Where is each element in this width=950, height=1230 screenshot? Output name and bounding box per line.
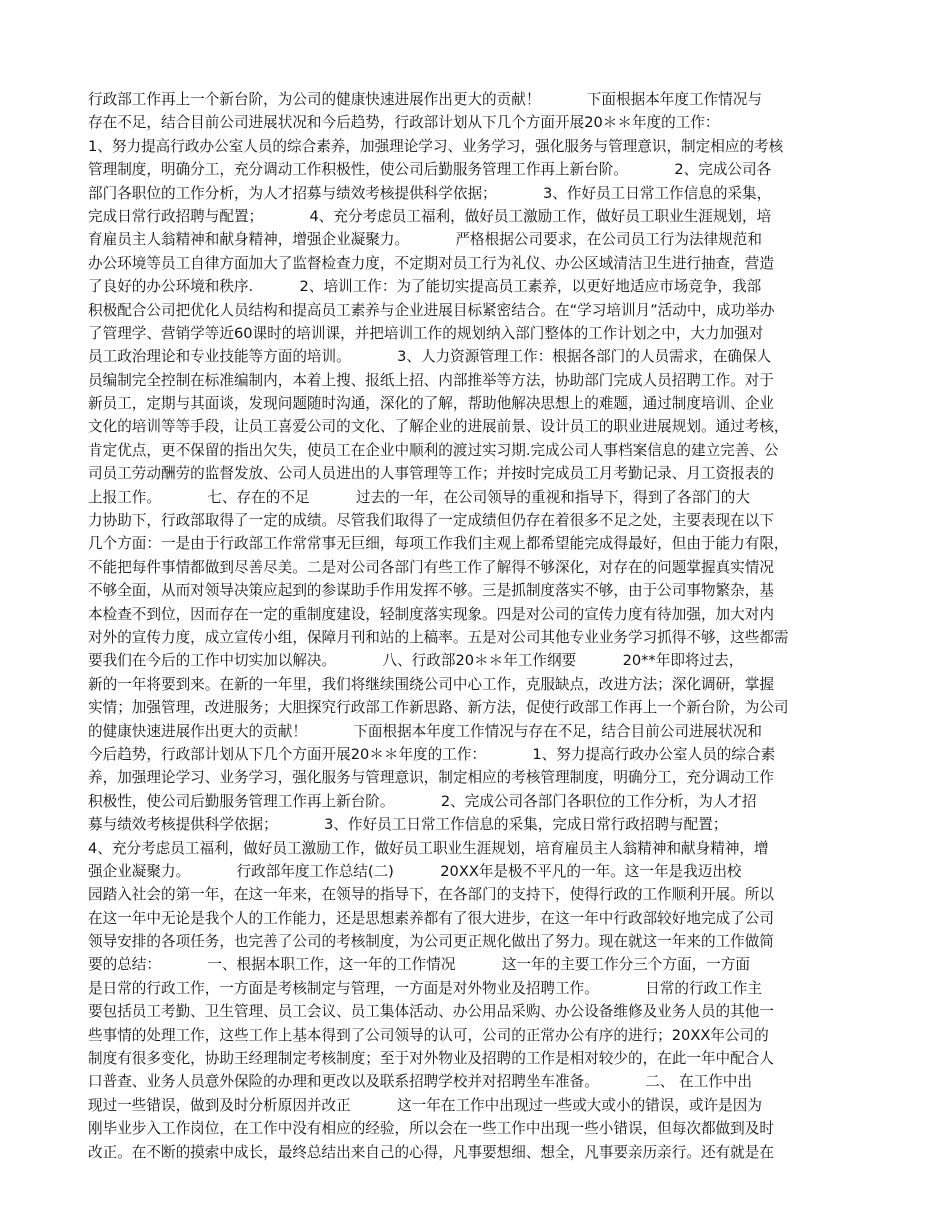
text-line: 刚毕业步入工作岗位，在工作中没有相应的经验，所以会在一些工作中出现一些小错误，但每次都做到及时 [88, 1120, 774, 1138]
text-line: 办公环境等员工自律方面加大了监督检查力度，不定期对员工行为礼仪、办公区域清洁卫生进行抽查，营造 [88, 254, 774, 272]
text-line: 文化的培训等等手段，让员工喜爱公司的文化、了解企业的进展前景、设计员工的职业进展规划。通过考核， [88, 418, 789, 436]
text-line: 员编制完全控制在标准编制内，本着上搜、报纸上招、内部推举等方法，协助部门完成人员招聘工作。对于 [88, 371, 774, 389]
text-line: 不能把每件事情都做到尽善尽美。二是对公司各部门有些工作了解得不够深化，对存在的问题掌握真实情况 [88, 558, 774, 576]
text-line: 司员工劳动酬劳的监督发放、公司人员进出的人事管理等工作；并按时完成员工月考勤记录、月工资报表的 [88, 465, 774, 483]
text-line: 育雇员主人翁精神和献身精神，增强企业凝聚力。 严格根据公司要求，在公司员工行为法律规范和 [88, 231, 762, 249]
text-line: 的健康快速进展作出更大的贡献！ 下面根据本年度工作情况与存在不足，结合目前公司进展状况和 [88, 722, 762, 740]
text-line: 完成日常行政招聘与配置； 4、充分考虑员工福利，做好员工激励工作，做好员工职业生涯规划，培 [88, 207, 772, 225]
text-line: 新的一年将要到来。在新的一年里，我们将继续围绕公司中心工作，克服缺点，改进方法；深化调研，掌握 [88, 675, 774, 693]
document-body [88, 88, 860, 1161]
text-line: 新员工，定期与其面谈，发现问题随时沟通，深化的了解，帮助他解决思想上的难题，通过制度培训、企业 [88, 395, 774, 413]
text-line: 今后趋势，行政部计划从下几个方面开展20＊＊年度的工作： 1、努力提高行政办公室人员的综合素 [88, 745, 776, 763]
text-line: 管理制度，明确分工，充分调动工作积极性，使公司后勤服务管理工作再上新台阶。 2、完成公司各 [88, 161, 772, 179]
text-line: 现过一些错误，做到及时分析原因并改正 这一年在工作中出现过一些或大或小的错误，或许是因为 [88, 1096, 762, 1114]
text-line: 4、充分考虑员工福利，做好员工激励工作，做好员工职业生涯规划，培育雇员主人翁精神和献身精神，增 [88, 839, 769, 857]
text-line: 了管理学、营销学等近60课时的培训课，并把培训工作的规划纳入部门整体的工作计划之中，大力加强对 [88, 324, 764, 342]
text-line: 行政部工作再上一个新台阶，为公司的健康快速进展作出更大的贡献！ 下面根据本年度工作情况与 [88, 91, 762, 108]
text-line: 本检查不到位，因而存在一定的重制度建设，轻制度落实现象。四是对公司的宣传力度有待加强，加大对内 [88, 605, 774, 623]
text-line: 积极性，使公司后勤服务管理工作再上新台阶。 2、完成公司各部门各职位的工作分析，为人才招 [88, 792, 757, 810]
text-line: 力协助下，行政部取得了一定的成绩。尽管我们取得了一定成绩但仍存在着很多不足之处，主要表现在以下 [88, 512, 774, 530]
text-line: 园踏入社会的第一年，在这一年来，在领导的指导下，在各部门的支持下，使得行政的工作顺利开展。所以 [88, 886, 774, 904]
text-line: 1、努力提高行政办公室人员的综合素养，加强理论学习、业务学习，强化服务与管理意识，制定相应的考核 [88, 137, 784, 155]
text-line: 几个方面：一是由于行政部工作常常事无巨细，每项工作我们主观上都希望能完成得最好，但由于能力有限， [88, 535, 789, 553]
text-line: 募与绩效考核提供科学依据； 3、作好员工日常工作信息的采集，完成日常行政招聘与配置； [88, 816, 728, 834]
text-line: 是日常的行政工作，一方面是考核制定与管理，一方面是对外物业及招聘工作。 日常的行政工作主 [88, 979, 762, 997]
text-line: 存在不足，结合目前公司进展状况和今后趋势，行政部计划从下几个方面开展20＊＊年度的工作： [88, 114, 720, 132]
text-line: 领导安排的各项任务，也完善了公司的考核制度，为公司更正规化做出了努力。现在就这一年来的工作做简 [88, 933, 774, 951]
text-line: 口普查、业务人员意外保险的办理和更改以及联系招聘学校并对招聘坐车准备。 二、 在工作中出 [88, 1073, 752, 1091]
text-line: 部门各职位的工作分析，为人才招募与绩效考核提供科学依据； 3、作好员工日常工作信息的采集， [88, 184, 772, 202]
text-line: 上报工作。 七、存在的不足 过去的一年，在公司领导的重视和指导下，得到了各部门的大 [88, 488, 750, 506]
text-line: 养，加强理论学习、业务学习，强化服务与管理意识，制定相应的考核管理制度，明确分工，充分调动工作 [88, 769, 774, 787]
text-line: 要的总结： 一、根据本职工作，这一年的工作情况 这一年的主要工作分三个方面，一方面 [88, 956, 750, 974]
text-line: 实情；加强管理，改进服务；大胆探究行政部工作新思路、新方法，促使行政部工作再上一个新台阶，为公司 [88, 699, 789, 717]
text-line: 在这一年中无论是我个人的工作能力，还是思想素养都有了很大进步，在这一年中行政部较好地完成了公司 [88, 909, 774, 927]
text-line: 员工政治理论和专业技能等方面的培训。 3、人力资源管理工作：根据各部门的人员需求，在确保人 [88, 348, 772, 366]
text-line: 不够全面，从而对领导决策应起到的参谋助手作用发挥不够。三是抓制度落实不够，由于公司事物繁杂，基 [88, 582, 774, 600]
text-line: 改正。在不断的摸索中成长，最终总结出来自己的心得，凡事要想细、想全，凡事要亲历亲行。还有就是在 [88, 1143, 774, 1161]
text-line: 要我们在今后的工作中切实加以解决。 八、行政部20＊＊年工作纲要 20**年即将过去， [88, 652, 744, 670]
text-line: 要包括员工考勤、卫生管理、员工会议、员工集体活动、办公用品采购、办公设备维修及业务人员的其他一 [88, 1003, 774, 1021]
text-line: 了良好的办公环境和秩序. 2、培训工作：为了能切实提高员工素养，以更好地适应市场竞争，我部 [88, 278, 762, 296]
text-line: 肯定优点，更不保留的指出欠失，使员工在企业中顺利的渡过实习期.完成公司人事档案信息的建立完善、公 [88, 441, 779, 459]
text-line: 对外的宣传力度，成立宣传小组，保障月刊和站的上稿率。五是对公司其他专业业务学习抓得不够，这些都需 [88, 628, 789, 646]
text-line: 些事情的处理工作，这些工作上基本得到了公司领导的认可，公司的正常办公有序的进行；20XX年公司的 [88, 1026, 769, 1044]
text-line: 积极配合公司把优化人员结构和提高员工素养与企业进展目标紧密结合。在“学习培训月”活动中，成功举办 [88, 301, 775, 319]
text-line: 制度有很多变化，协助王经理制定考核制度；至于对外物业及招聘的工作是相对较少的，在此一年中配合人 [88, 1050, 774, 1068]
text-line: 强企业凝聚力。 行政部年度工作总结(二) 20XX年是极不平凡的一年。这一年是我迈出校 [88, 862, 742, 880]
